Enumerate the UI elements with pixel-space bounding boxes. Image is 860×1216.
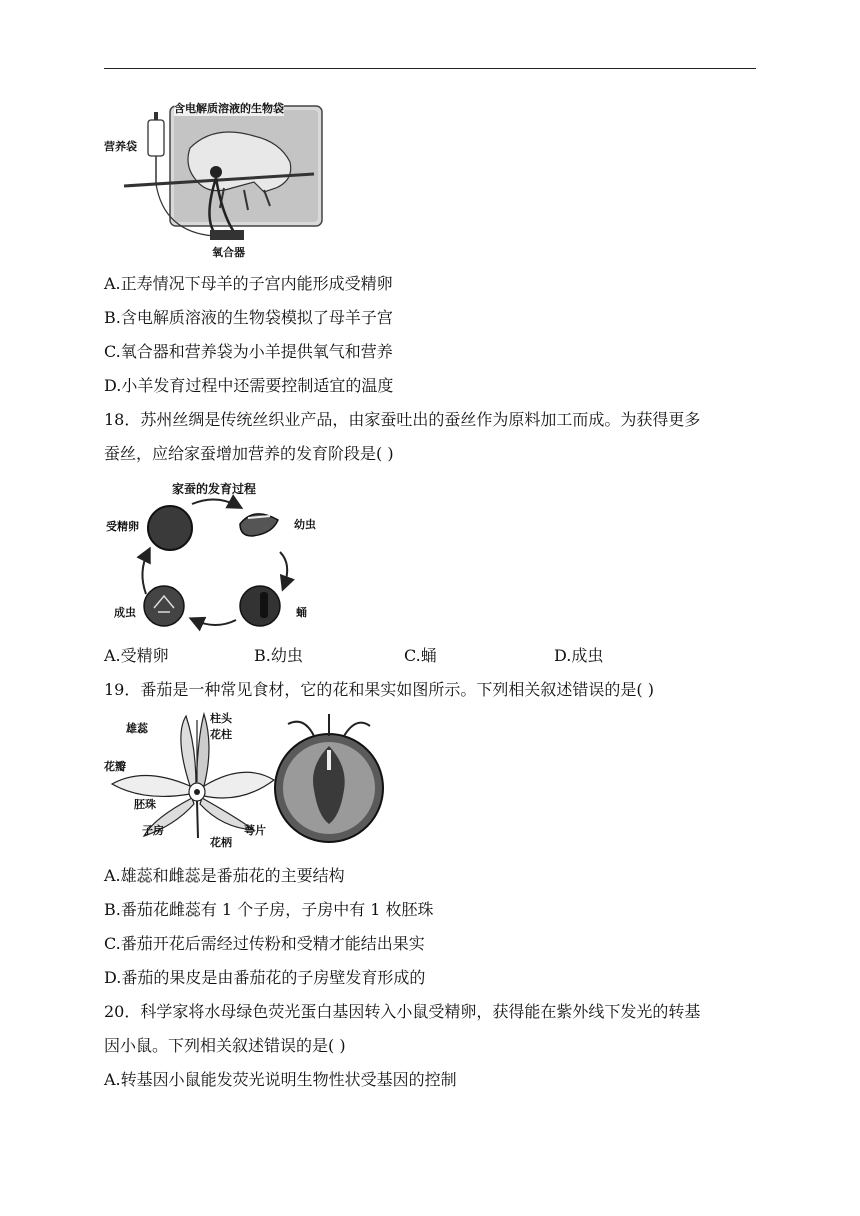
- egg-label: 受精卵: [106, 520, 139, 533]
- ovule-label: 胚珠: [134, 798, 156, 811]
- header-rule: [104, 68, 756, 69]
- q20-stem-line1: 20．科学家将水母绿色荧光蛋白基因转入小鼠受精卵，获得能在紫外线下发光的转基: [104, 1002, 701, 1021]
- sepal-label: 萼片: [244, 824, 266, 837]
- q17-option-b: B.含电解质溶液的生物袋模拟了母羊子宫: [104, 308, 393, 327]
- silkworm-cycle-figure: [104, 476, 328, 636]
- ovary-label: 子房: [142, 824, 164, 837]
- pedicel-label: 花柄: [210, 836, 232, 849]
- silkworm-title: 家蚕的发育过程: [172, 482, 257, 496]
- q19-option-b: B.番茄花雌蕊有 1 个子房，子房中有 1 枚胚珠: [104, 900, 434, 919]
- q17-option-a: A.正寿情况下母羊的子宫内能形成受精卵: [104, 274, 393, 293]
- nutrient-bag-label: 营养袋: [104, 140, 137, 153]
- q19-option-c: C.番茄开花后需经过传粉和受精才能结出果实: [104, 934, 425, 953]
- silkworm-cycle-illustration: [104, 476, 328, 636]
- q18-stem-line2: 蚕丝，应给家蚕增加营养的发育阶段是( ): [104, 444, 394, 463]
- q18-stem-line1: 18．苏州丝绸是传统丝织业产品，由家蚕吐出的蚕丝作为原料加工而成。为获得更多: [104, 410, 701, 429]
- q17-option-c: C.氧合器和营养袋为小羊提供氧气和营养: [104, 342, 393, 361]
- larva-label: 幼虫: [294, 518, 316, 531]
- pupa-label: 蛹: [296, 606, 307, 619]
- q19-option-a: A.雄蕊和雌蕊是番茄花的主要结构: [104, 866, 345, 885]
- style-label: 花柱: [210, 728, 232, 741]
- petal-label: 花瓣: [104, 760, 126, 773]
- tomato-figure: [104, 706, 384, 856]
- stamen-label: 雄蕊: [126, 722, 148, 735]
- q18-option-d: D.成虫: [554, 646, 604, 665]
- oxygenator-label: 氧合器: [212, 246, 245, 259]
- q18-option-c: C.蛹: [404, 646, 437, 665]
- stigma-label: 柱头: [210, 712, 232, 725]
- artificial-womb-illustration: [104, 96, 328, 260]
- q18-option-a: A.受精卵: [104, 646, 169, 665]
- q18-option-b: B.幼虫: [254, 646, 303, 665]
- bag-label: 含电解质溶液的生物袋: [174, 102, 284, 115]
- q19-option-d: D.番茄的果皮是由番茄花的子房壁发育形成的: [104, 968, 426, 987]
- artificial-womb-figure: [104, 96, 328, 260]
- q20-option-a: A.转基因小鼠能发荧光说明生物性状受基因的控制: [104, 1070, 457, 1089]
- q17-option-d: D.小羊发育过程中还需要控制适宜的温度: [104, 376, 394, 395]
- adult-label: 成虫: [114, 606, 136, 619]
- q19-stem: 19．番茄是一种常见食材，它的花和果实如图所示。下列相关叙述错误的是( ): [104, 680, 654, 699]
- q20-stem-line2: 因小鼠。下列相关叙述错误的是( ): [104, 1036, 346, 1055]
